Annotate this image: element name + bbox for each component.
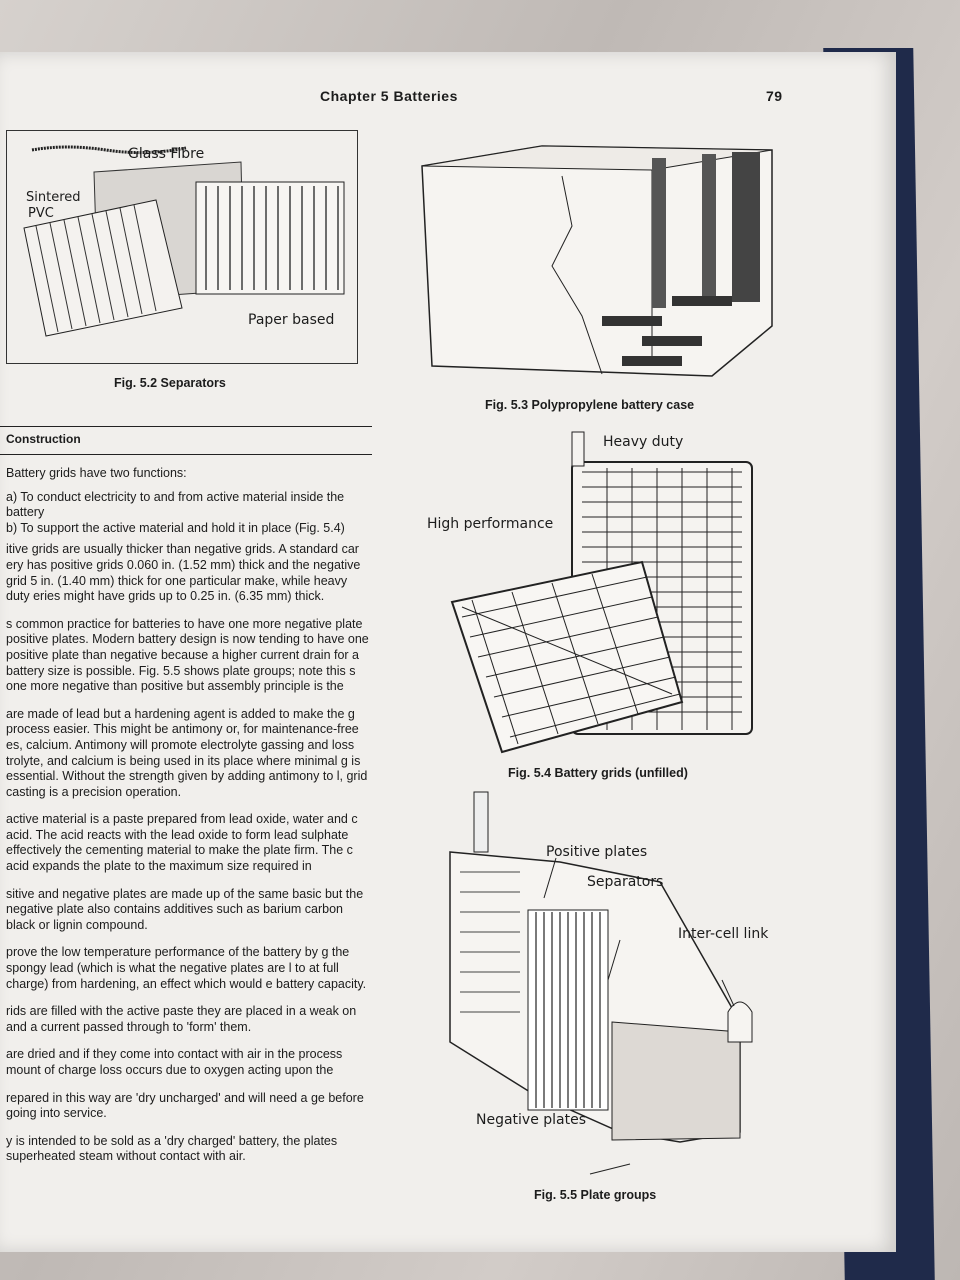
fig-5-4-caption: Fig. 5.4 Battery grids (unfilled)	[508, 766, 688, 780]
paragraph-5: sitive and negative plates are made up of the same basic but the negative plate also contains additives such as barium carbon black or lignin compound.	[6, 886, 364, 932]
paragraph-1: itive grids are usually thicker than negative grids. A standard car ery has positive grids 0.060 in. (1.52 mm) thick and the negative grid 5 in. (1.40 mm) thick for one particular make, while heavy duty eries might have grids up to 0.25 in. (6.35 mm) thick.	[6, 542, 361, 604]
battery-case-illustration	[412, 136, 782, 396]
inter-cell-link-label: Inter-cell link	[678, 926, 769, 942]
paragraph-2: s common practice for batteries to have one more negative plate positive plates. Modern battery design is now tending to have one positive plate than negative because a higher current drain for a battery size is possible. Fig. 5.5 shows plate groups; note this s one more negative than positive but assembly principle is the	[6, 616, 369, 694]
list-item-b: b) To support the active material and hold it in place (Fig. 5.4)	[6, 520, 345, 535]
list-item-a: a) To conduct electricity to and from active material inside the battery	[6, 489, 345, 520]
chapter-header: Chapter 5 Batteries	[320, 88, 458, 104]
pvc-label: PVC	[28, 206, 54, 221]
fig-5-3-caption: Fig. 5.3 Polypropylene battery case	[485, 398, 695, 412]
book-page	[0, 52, 896, 1252]
paragraph-7: rids are filled with the active paste they are placed in a weak on and a current passed through to 'form' them.	[6, 1004, 357, 1034]
fig-5-5-caption: Fig. 5.5 Plate groups	[534, 1188, 657, 1202]
intro-paragraph: Battery grids have two functions:	[6, 466, 187, 480]
section-top-rule	[0, 426, 372, 427]
heavy-duty-label: Heavy duty	[603, 434, 684, 450]
paragraph-6: prove the low temperature performance of the battery by g the spongy lead (which is what the negative plates are l to at full charge) from hardening, an effect which would e battery capacity.	[6, 945, 367, 991]
paragraph-3: are made of lead but a hardening agent is added to make the g process easier. This might be antimony or, for maintenance-free es, calcium. Antimony will promote electrolyte gassing and loss trolyte, and calcium is being used in its place where minimal g is essential. Without the strength given by adding antimony to l, grid casting is a precision operation.	[6, 706, 368, 799]
page-number: 79	[766, 88, 783, 104]
paragraph-10: y is intended to be sold as a 'dry charged' battery, the plates superheated steam without contact with air.	[6, 1133, 338, 1164]
paragraph-9: repared in this way are 'dry uncharged' and will need a ge before going into service.	[6, 1090, 364, 1121]
negative-plates-label: Negative plates	[476, 1112, 587, 1128]
paper-based-label: Paper based	[248, 312, 335, 328]
paragraph-8: are dried and if they come into contact with air in the process mount of charge loss occurs due to oxygen acting upon the	[6, 1047, 343, 1077]
positive-plates-label: Positive plates	[546, 844, 648, 860]
glass-fibre-label: Glass Fibre	[128, 146, 205, 162]
section-bottom-rule	[0, 454, 372, 455]
section-title: Construction	[6, 432, 81, 446]
fig-5-2-caption: Fig. 5.2 Separators	[114, 376, 226, 390]
sintered-label: Sintered	[26, 190, 81, 205]
battery-grids-illustration	[442, 432, 782, 752]
separators-label: Separators	[587, 874, 664, 890]
paragraph-4: active material is a paste prepared from lead oxide, water and c acid. The acid reacts with the lead oxide to form lead sulphate effectively the cementing material to make the plate firm. The c acid expands the plate to the maximum size required in	[6, 812, 358, 874]
body-text-column	[6, 466, 372, 1177]
high-performance-label: High performance	[427, 516, 554, 532]
